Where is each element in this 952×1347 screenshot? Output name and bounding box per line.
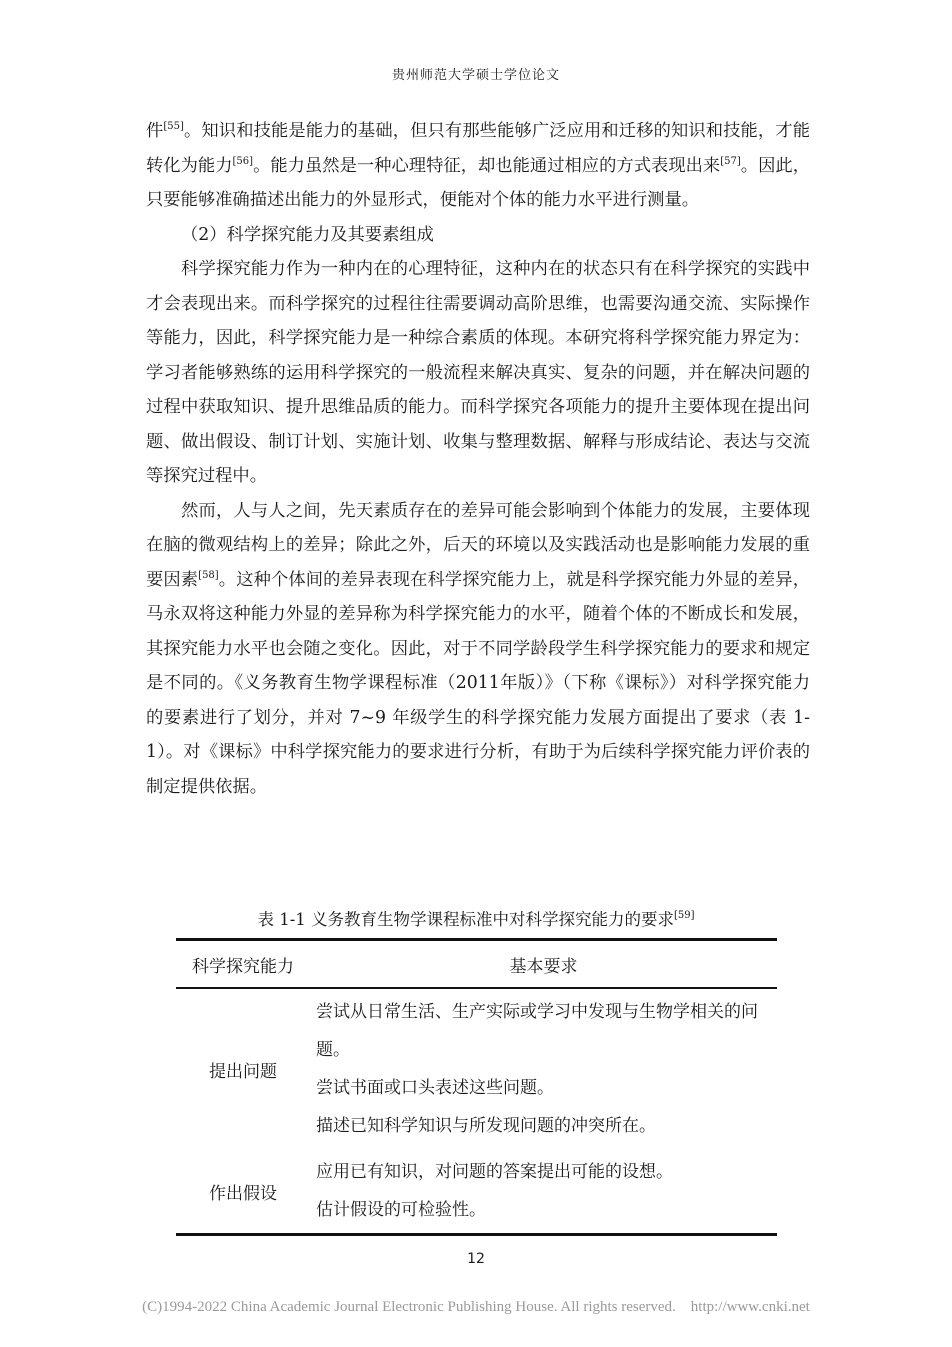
requirement-item: 描述已知科学知识与所发现问题的冲突所在。 [316,1116,656,1136]
column-header: 科学探究能力 [176,940,310,989]
category-cell: 作出假设 [176,1149,310,1235]
table-caption [0,906,952,930]
category-cell: 提出问题 [209,1061,277,1082]
requirements-table [176,938,777,1236]
body-text [146,114,810,804]
text-segment: 。知识和技能是能力的基础，但只有那些能够广泛应用和迁移的知识和技能，才能转化为能力 [146,121,810,176]
requirements-cell [310,988,777,1149]
citation-ref: [55] [163,121,184,132]
copyright-footer: (C)1994-2022 China Academic Journal Electronic Publishing House. All rights reserved. http://www.cnki.net [142,1299,810,1315]
page-number: 12 [467,1251,485,1267]
paragraph-1 [146,114,810,218]
text-segment: 件 [146,121,164,141]
paragraph-2: 科学探究能力作为一种内在的心理特征，这种内在的状态只有在科学探究的实践中才会表现出来。而科学探究的过程往往需要调动高阶思维，也需要沟通交流、实际操作等能力，因此，科学探究能力是一种综合素质的体现。本研究将科学探究能力界定为：学习者能够熟练的运用科学探究的一般流程来解决真实、复杂的问题，并在解决问题的过程中获取知识、提升思维品质的能力。而科学探究各项能力的提升主要体现在提出问题、做出假设、制订计划、实施计划、收集与整理数据、解释与形成结论、表达与交流等探究过程中。 [146,259,810,486]
text-segment: 。这种个体间的差异表现在科学探究能力上，就是科学探究能力外显的差异，马永双将这种能力外显的差异称为科学探究能力的水平，随着个体的不断成长和发展，其探究能力水平也会随之变化。因此，对于不同学龄段学生科学探究能力的要求和规定是不同的。《义务教育生物学课程标准（2011年版）》（下称《课标》）对科学探究能力的要素进行了划分，并对 7~9 年级学生的科学探究能力发展方面提出了要求（表 1-1）。对《课标》中科学探究能力的要求进行分析，有助于为后续科学探究能力评价表的制定提供依据。 [146,569,810,797]
citation-ref: [59] [674,910,695,921]
table-row [176,1149,777,1235]
running-header: 贵州师范大学硕士学位论文 [391,68,560,83]
text-segment: 然而，人与人之间，先天素质存在的差异可能会影响到个体能力的发展，主要体现在脑的微观结构上的差异；除此之外，后天的环境以及实践活动也是影响能力发展的重要因素 [146,500,810,590]
text-segment: 。因此，只要能够准确描述出能力的外显形式，便能对个体的能力水平进行测量。 [146,155,810,210]
table-row [176,988,777,1149]
column-header: 基本要求 [310,940,777,989]
citation-ref: [56] [232,155,254,167]
requirement-item: 应用已有知识，对问题的答案提出可能的设想。 [316,1162,673,1182]
requirement-item: 尝试从日常生活、生产实际或学习中发现与生物学相关的问题。 [316,1002,758,1060]
text-segment: 。能力虽然是一种心理特征，却也能通过相应的方式表现出来 [253,155,721,176]
requirement-item: 尝试书面或口头表述这些问题。 [316,1078,554,1098]
requirements-cell [310,1149,777,1235]
citation-ref: [58] [198,569,219,581]
table-header-row [176,940,777,989]
subheading: （2）科学探究能力及其要素组成 [181,224,434,245]
requirement-item: 估计假设的可检验性。 [316,1200,486,1220]
citation-ref: [57] [720,155,741,167]
caption-text: 表 1-1 义务教育生物学课程标准中对科学探究能力的要求 [257,910,675,929]
paragraph-3 [146,494,810,805]
